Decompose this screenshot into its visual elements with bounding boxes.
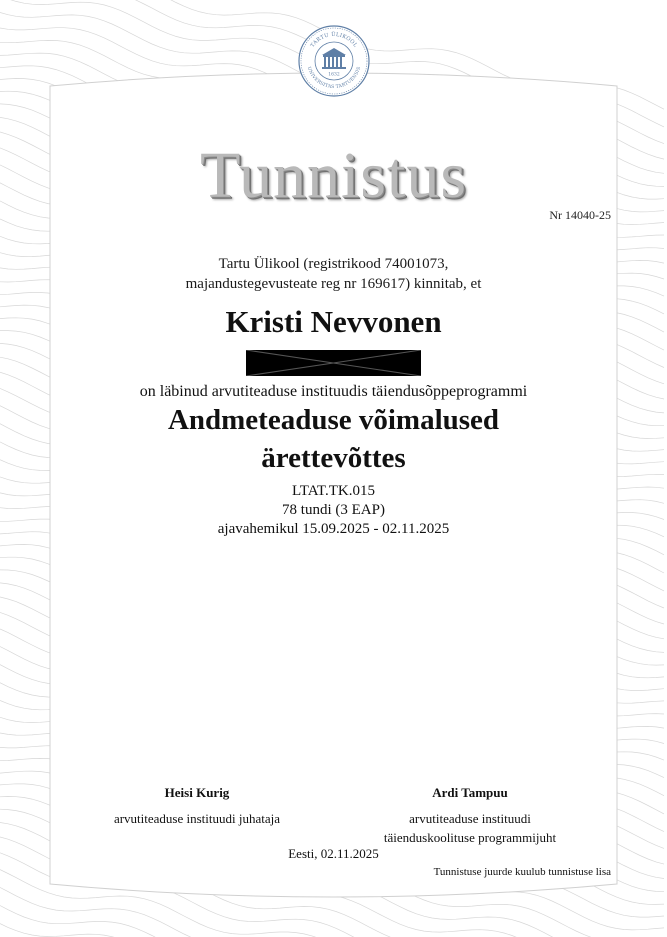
- program-code: LTAT.TK.015: [292, 483, 375, 499]
- program-volume: 78 tundi (3 EAP): [282, 502, 385, 518]
- program-title: [0, 401, 667, 477]
- place-and-date: Eesti, 02.11.2025: [288, 846, 379, 861]
- issuer-line-2: majandustegevusteate reg nr 169617) kinnitab, et: [185, 276, 482, 292]
- certificate-number: Nr 14040-25: [549, 208, 611, 222]
- program-title-line-1: Andmeteaduse võimalused: [167, 404, 500, 436]
- guilloche-line: [0, 924, 664, 937]
- program-title-line-2: ärettevõttes: [261, 442, 406, 474]
- issuer-statement: [0, 254, 667, 294]
- annex-note: Tunnistuse juurde kuulub tunnistuse lisa: [433, 866, 611, 878]
- university-seal: [297, 24, 371, 98]
- certificate-title: Tunnistus: [199, 139, 468, 212]
- program-period: ajavahemikul 15.09.2025 - 02.11.2025: [217, 521, 450, 537]
- signatory-role: arvutiteaduse instituudi: [409, 811, 531, 826]
- completion-statement: on läbinud arvutiteaduse instituudis täiendusõppeprogrammi: [139, 383, 528, 400]
- seal-year: 1632: [328, 72, 340, 78]
- redacted-id-block: [246, 350, 421, 376]
- signatory-name: Ardi Tampuu: [432, 785, 508, 800]
- seal-text-bottom: UNIVERSITAS TARTUENSIS: [305, 66, 363, 91]
- signatory-right: [355, 783, 585, 847]
- signatory-left: [82, 783, 312, 828]
- signatory-role: arvutiteaduse instituudi juhataja: [113, 811, 281, 826]
- recipient-name: Kristi Nevvonen: [225, 304, 442, 339]
- issuer-line-1: Tartu Ülikool (registrikood 74001073,: [218, 256, 449, 272]
- signatory-name: Heisi Kurig: [164, 785, 230, 800]
- redaction-cross-icon: [246, 350, 421, 376]
- seal-text-top: TARTU ÜLIKOOL: [309, 31, 359, 49]
- signatory-role-line-2: täienduskoolituse programmijuht: [383, 830, 557, 845]
- program-details: [0, 482, 667, 539]
